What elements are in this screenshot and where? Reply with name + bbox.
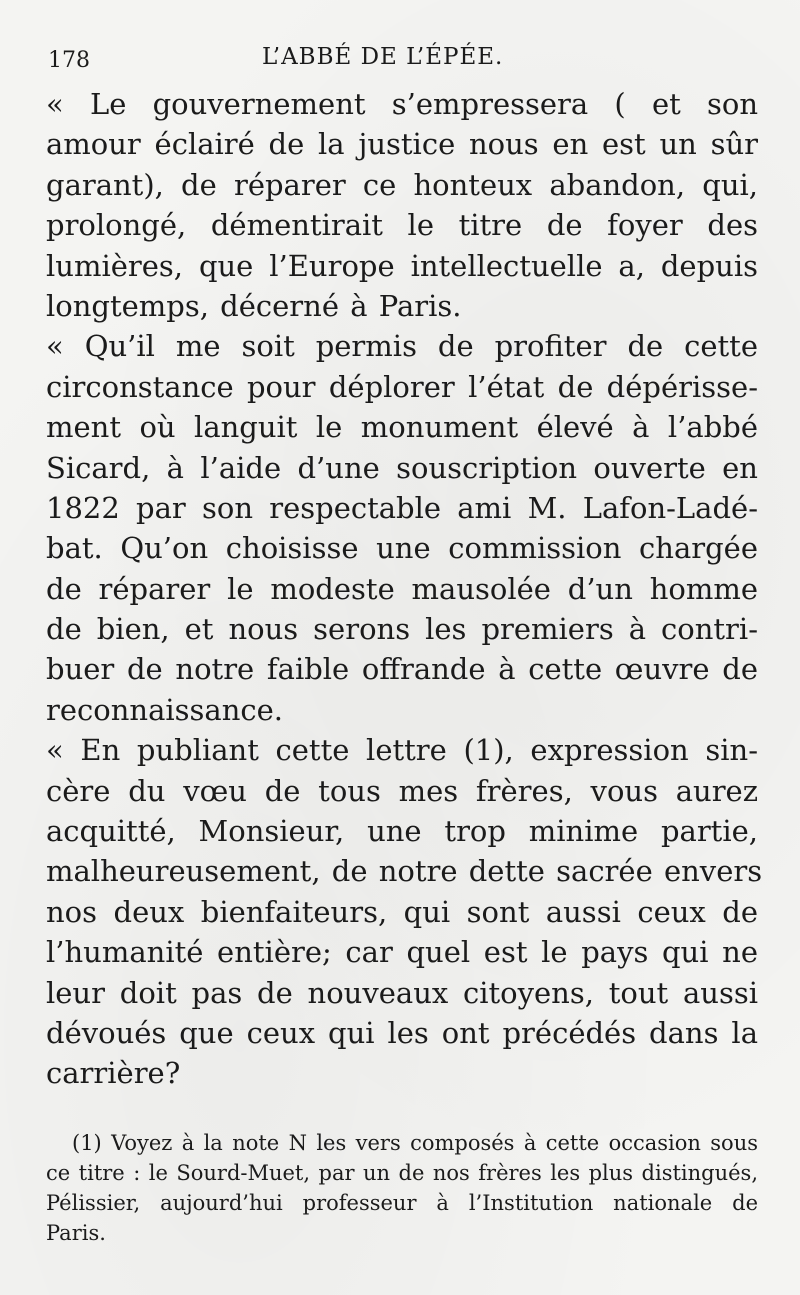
running-head: L’ABBÉ DE L’ÉPÉE. bbox=[262, 44, 504, 70]
body-text bbox=[46, 84, 763, 1094]
text-line: nos deux bienfaiteurs, qui sont aussi ceux de bbox=[46, 894, 758, 929]
text-line: de bien, et nous serons les premiers à contri- bbox=[46, 612, 758, 647]
footnote-line: (1) Voyez à la note N les vers composés à cette occasion sous bbox=[72, 1131, 758, 1155]
text-line: longtemps, décerné à Paris. bbox=[46, 288, 462, 323]
text-line: prolongé, démentirait le titre de foyer des bbox=[46, 208, 758, 243]
text-line: 1822 par son respectable ami M. Lafon-Ladé- bbox=[46, 490, 758, 525]
text-line: cère du vœu de tous mes frères, vous aurez bbox=[46, 773, 758, 808]
text-line: « Qu’il me soit permis de profiter de cette bbox=[46, 329, 758, 364]
text-line: l’humanité entière; car quel est le pays qui ne bbox=[46, 935, 758, 970]
text-line: carrière? bbox=[46, 1056, 181, 1091]
text-line: reconnaissance. bbox=[46, 692, 283, 727]
footnote-line: Paris. bbox=[46, 1221, 106, 1245]
text-line: « Le gouvernement s’empressera ( et son bbox=[46, 87, 758, 121]
text-line: Sicard, à l’aide d’une souscription ouverte en bbox=[46, 450, 758, 485]
text-line: leur doit pas de nouveaux citoyens, tout aussi bbox=[46, 975, 758, 1010]
text-line: dévoués que ceux qui les ont précédés dans la bbox=[46, 1015, 758, 1050]
text-line: garant), de réparer ce honteux abandon, qui, bbox=[46, 167, 758, 202]
text-line: bat. Qu’on choisisse une commission chargée bbox=[46, 531, 758, 566]
footnote-line: Pélissier, aujourd’hui professeur à l’Institution nationale de bbox=[46, 1191, 758, 1215]
text-line: circonstance pour déplorer l’état de dépérisse- bbox=[46, 369, 758, 404]
text-line: buer de notre faible offrande à cette œuvre de bbox=[46, 652, 758, 687]
text-line: « En publiant cette lettre (1), expression sin- bbox=[46, 733, 758, 768]
footnote bbox=[46, 1128, 758, 1248]
text-line: lumières, que l’Europe intellectuelle a, depuis bbox=[46, 248, 758, 283]
text-line: de réparer le modeste mausolée d’un homme bbox=[46, 571, 758, 606]
text-line: malheureusement, de notre dette sacrée envers bbox=[46, 854, 763, 889]
footnote-line: ce titre : le Sourd-Muet, par un de nos frères les plus distingués, bbox=[46, 1161, 758, 1185]
page-number: 178 bbox=[48, 48, 90, 73]
text-line: amour éclairé de la justice nous en est un sûr bbox=[46, 127, 758, 162]
text-line: ment où languit le monument élevé à l’abbé bbox=[46, 410, 758, 445]
text-line: acquitté, Monsieur, une trop minime partie, bbox=[46, 814, 758, 849]
